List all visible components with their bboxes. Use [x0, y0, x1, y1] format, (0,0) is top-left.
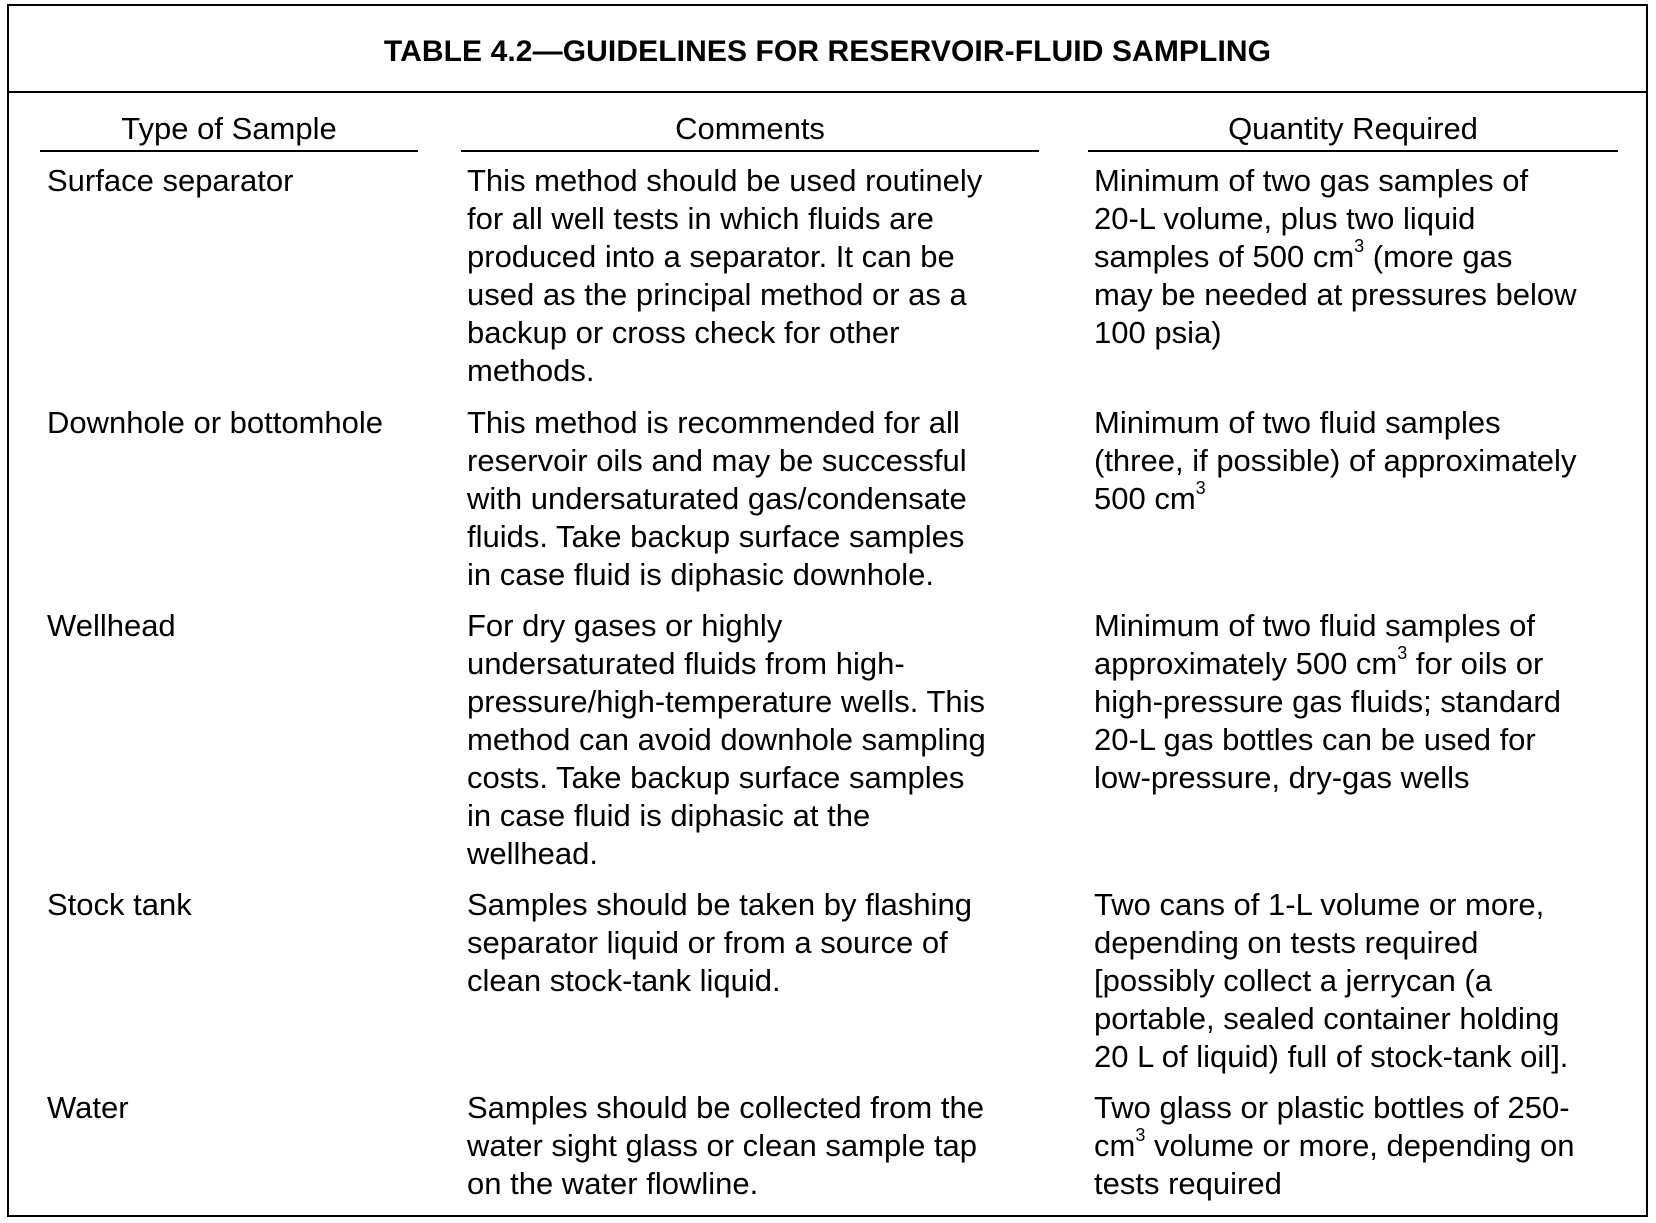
quantity-line: Minimum of two fluid samples of: [1094, 608, 1536, 643]
comment-line: This method is recommended for all: [467, 405, 960, 440]
superscript-exponent: 3: [1397, 642, 1408, 663]
comment-line: method can avoid downhole sampling: [467, 722, 986, 757]
quantity-text: cm: [1094, 1128, 1136, 1163]
quantity-line: Two glass or plastic bottles of 250-: [1094, 1090, 1570, 1125]
quantity-line: portable, sealed container holding: [1094, 1001, 1560, 1036]
quantity-text: samples of 500 cm: [1094, 239, 1355, 274]
table-frame: [7, 4, 1648, 1217]
quantity-line: Minimum of two fluid samples: [1094, 405, 1501, 440]
superscript-exponent: 3: [1354, 235, 1365, 256]
table-row-type: Downhole or bottomhole: [47, 405, 384, 440]
table-row-comments: [467, 886, 972, 1000]
header-type-of-sample: Type of Sample: [40, 106, 418, 152]
header-comments: Comments: [461, 106, 1039, 152]
table-row-type: Water: [47, 1090, 129, 1125]
quantity-line: Minimum of two gas samples of: [1094, 163, 1529, 198]
quantity-line: 20-L gas bottles can be used for: [1094, 722, 1536, 757]
table-row-quantity: [1094, 607, 1561, 797]
quantity-line: Two cans of 1-L volume or more,: [1094, 887, 1545, 922]
comment-line: costs. Take backup surface samples: [467, 760, 965, 795]
comment-line: methods.: [467, 353, 595, 388]
comment-line: separator liquid or from a source of: [467, 925, 948, 960]
table-title: TABLE 4.2—GUIDELINES FOR RESERVOIR-FLUID SAMPLING: [383, 34, 1272, 68]
table-row-quantity: [1094, 162, 1577, 352]
comment-line: reservoir oils and may be successful: [467, 443, 967, 478]
comment-line: fluids. Take backup surface samples: [467, 519, 965, 554]
quantity-text: (more gas: [1364, 239, 1513, 274]
quantity-line: [1094, 477, 1576, 518]
comment-line: wellhead.: [467, 836, 598, 871]
comment-line: For dry gases or highly: [467, 608, 783, 643]
quantity-text: approximately 500 cm: [1094, 646, 1398, 681]
quantity-line: [possibly collect a jerrycan (a: [1094, 963, 1492, 998]
comment-line: in case fluid is diphasic at the: [467, 798, 871, 833]
table-row-comments: [467, 1089, 984, 1203]
table-row-quantity: [1094, 404, 1576, 518]
table-row-type: Stock tank: [47, 887, 192, 922]
comment-line: in case fluid is diphasic downhole.: [467, 557, 934, 592]
superscript-exponent: 3: [1195, 477, 1206, 498]
comment-line: water sight glass or clean sample tap: [467, 1128, 978, 1163]
quantity-line: may be needed at pressures below: [1094, 277, 1577, 312]
comment-line: clean stock-tank liquid.: [467, 963, 781, 998]
quantity-text: 500 cm: [1094, 481, 1196, 516]
header-quantity-required: Quantity Required: [1088, 106, 1618, 152]
quantity-text: for oils or: [1407, 646, 1544, 681]
quantity-line: depending on tests required: [1094, 925, 1479, 960]
table-title-bar: [9, 6, 1646, 93]
comment-line: with undersaturated gas/condensate: [467, 481, 967, 516]
quantity-line: low-pressure, dry-gas wells: [1094, 760, 1470, 795]
quantity-line: [1094, 642, 1561, 683]
comment-line: used as the principal method or as a: [467, 277, 967, 312]
quantity-line: 20-L volume, plus two liquid: [1094, 201, 1476, 236]
superscript-exponent: 3: [1135, 1124, 1146, 1145]
table-row-quantity: [1094, 886, 1568, 1076]
comment-line: Samples should be collected from the: [467, 1090, 984, 1125]
table-row-type: Surface separator: [47, 163, 294, 198]
comment-line: Samples should be taken by flashing: [467, 887, 972, 922]
table-row-type: Wellhead: [47, 608, 176, 643]
comment-line: produced into a separator. It can be: [467, 239, 955, 274]
quantity-line: 20 L of liquid) full of stock-tank oil].: [1094, 1039, 1569, 1074]
quantity-line: [1094, 1124, 1575, 1165]
table-row-comments: [467, 162, 982, 390]
comment-line: This method should be used routinely: [467, 163, 983, 198]
comment-line: on the water flowline.: [467, 1166, 759, 1201]
quantity-line: (three, if possible) of approximately: [1094, 443, 1577, 478]
quantity-line: 100 psia): [1094, 315, 1222, 350]
quantity-line: [1094, 235, 1577, 276]
table-row-comments: [467, 607, 986, 873]
comment-line: for all well tests in which fluids are: [467, 201, 934, 236]
table-row-comments: [467, 404, 967, 594]
comment-line: pressure/high-temperature wells. This: [467, 684, 986, 719]
quantity-line: tests required: [1094, 1166, 1282, 1201]
quantity-text: volume or more, depending on: [1145, 1128, 1575, 1163]
comment-line: undersaturated fluids from high-: [467, 646, 905, 681]
comment-line: backup or cross check for other: [467, 315, 900, 350]
quantity-line: high-pressure gas fluids; standard: [1094, 684, 1561, 719]
table-row-quantity: [1094, 1089, 1574, 1203]
